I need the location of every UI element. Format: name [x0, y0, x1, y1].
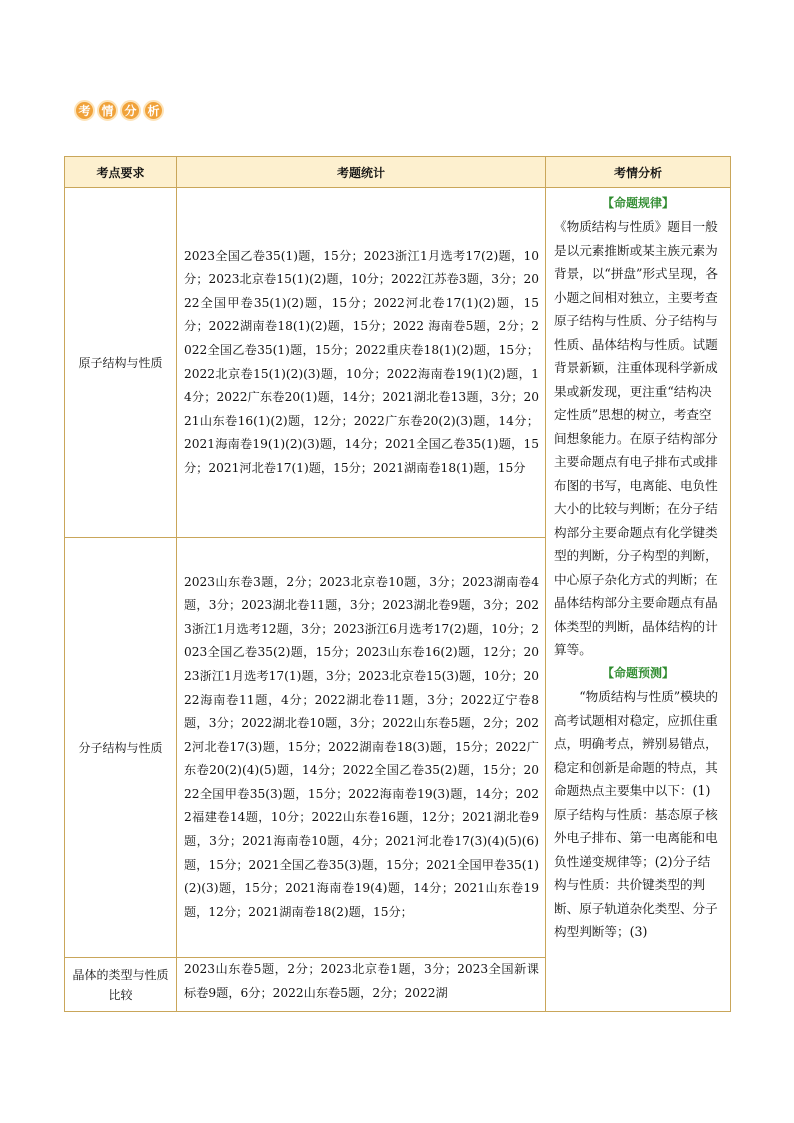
requirement-cell: 晶体的类型与性质比较	[65, 958, 177, 1012]
badge-char: 析	[143, 100, 164, 121]
analysis-cell	[546, 188, 731, 1012]
statistics-text: 2023山东卷5题，2分；2023北京卷1题，3分；2023全国新课标卷9题，6分；2022山东卷5题，2分；2022湖	[184, 962, 539, 1000]
statistics-cell	[177, 958, 546, 1012]
exam-analysis-table	[64, 156, 731, 1012]
header-statistics: 考题统计	[177, 157, 546, 188]
badge-char: 考	[74, 100, 95, 121]
badge-char: 分	[120, 100, 141, 121]
section-badge-kaoqing-fenxi	[74, 97, 166, 123]
forecast-title: 【命题预测】	[601, 665, 674, 680]
rule-text: 《物质结构与性质》题目一般是以元素推断或某主族元素为背景，以“拼盘”形式呈现，各小题之间相对独立，主要考查原子结构与性质、分子结构与性质、晶体结构与性质。试题背景新颖，注重体现科学新成果或新发现，更注重“结构决定性质”思想的树立，考查空间想象能力。在原子结构部分主要命题点有电子排布式或排布图的书写，电离能、电负性大小的比较与判断；在分子结构部分主要命题点有化学键类型的判断，分子构型的判断，中心原子杂化方式的判断；在晶体结构部分主要命题点有晶体类型的判断，晶体结构的计算等。	[554, 219, 719, 657]
rule-title: 【命题规律】	[601, 195, 674, 210]
header-analysis: 考情分析	[546, 157, 731, 188]
table-row	[65, 188, 731, 538]
header-requirement: 考点要求	[65, 157, 177, 188]
requirement-cell: 原子结构与性质	[65, 188, 177, 538]
table-header-row	[65, 157, 731, 188]
badge-char: 情	[97, 100, 118, 121]
requirement-cell: 分子结构与性质	[65, 538, 177, 958]
statistics-cell: 2023山东卷3题，2分；2023北京卷10题，3分；2023湖南卷4题，3分；2023湖北卷11题，3分；2023湖北卷9题，3分；2023浙江1月选考12题，3分；2023浙江6月选考17(2)题，10分；2023全国乙卷35(2)题，15分；2023山东卷16(2)题，12分；2023浙江1月选考17(1)题，3分；2023北京卷15(3)题，10分；2022海南卷11题，4分；2022湖北卷11题，3分；2022辽宁卷8题，3分；2022湖北卷10题，3分；2022山东卷5题，2分；2022河北卷17(3)题，15分；2022湖南卷18(3)题，15分；2022广东卷20(2)(4)(5)题，14分；2022全国乙卷35(2)题，15分；2022全国甲卷35(3)题，15分；2022海南卷19(3)题，14分；2022福建卷14题，10分；2022山东卷16题，12分；2021湖北卷9题，3分；2021海南卷10题，4分；2021河北卷17(3)(4)(5)(6)题，15分；2021全国乙卷35(3)题，15分；2021全国甲卷35(1)(2)(3)题，15分；2021海南卷19(4)题，14分；2021山东卷19题，12分；2021湖南卷18(2)题，15分；	[177, 538, 546, 958]
forecast-text: “物质结构与性质”模块的高考试题相对稳定，应抓住重点，明确考点，辨别易错点，稳定和创新是命题的特点，其命题热点主要集中以下：(1)原子结构与性质：基态原子核外电子排布、第一电离能和电负性递变规律等；(2)分子结构与性质：共价键类型的判断、原子轨道杂化类型、分子构型判断等；(3)	[554, 689, 719, 939]
statistics-cell: 2023全国乙卷35(1)题，15分；2023浙江1月选考17(2)题，10分；2023北京卷15(1)(2)题，10分；2022江苏卷3题，3分；2022全国甲卷35(1)(2)题，15分；2022河北卷17(1)(2)题，15分；2022湖南卷18(1)(2)题，15分；2022 海南卷5题，2分；2022全国乙卷35(1)题，15分；2022重庆卷18(1)(2)题，15分；2022北京卷15(1)(2)(3)题，10分；2022海南卷19(1)(2)题，14分；2022广东卷20(1)题，14分；2021湖北卷13题，3分；2021山东卷16(1)(2)题，12分；2022广东卷20(2)(3)题，14分；2021海南卷19(1)(2)(3)题，14分；2021全国乙卷35(1)题，15分；2021河北卷17(1)题，15分；2021湖南卷18(1)题，15分	[177, 188, 546, 538]
